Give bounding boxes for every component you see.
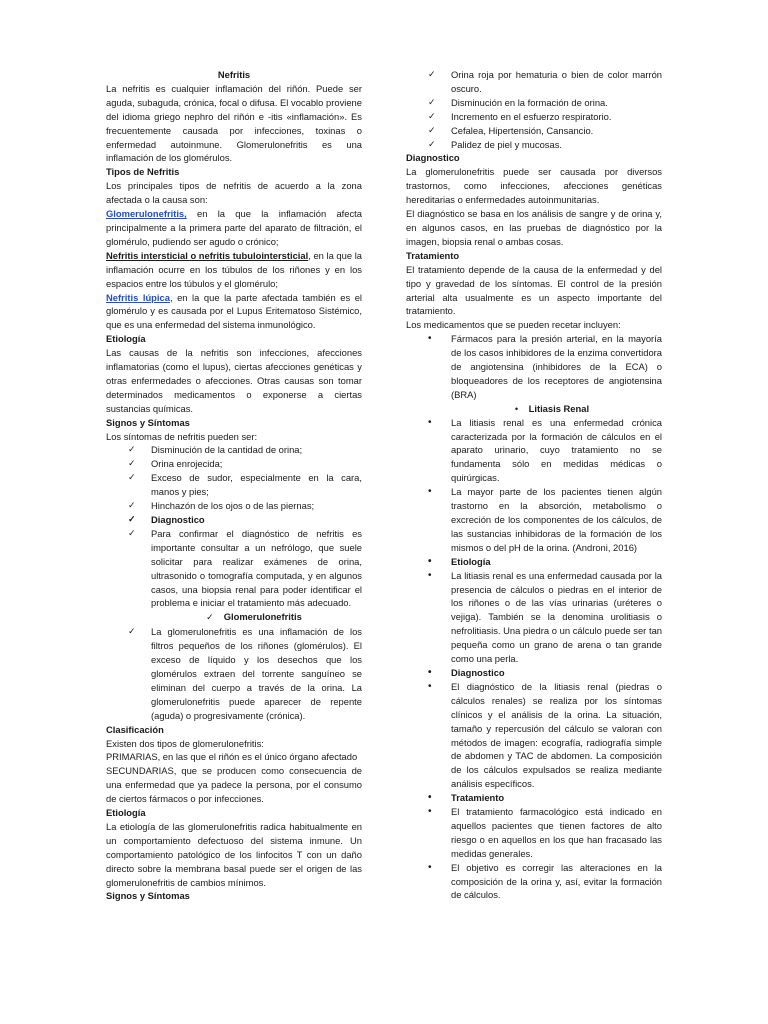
list-item: ✓ Exceso de sudor, especialmente en la cara, manos y pies;: [128, 472, 362, 498]
checkmark-icon: ✓: [128, 458, 136, 469]
list-item: • La litiasis renal es una enfermedad crónica caracterizada por la formación de cálculos en el aparato urinario, cuyo tratamiento no se fundamenta sólo en medidas médicas o quirúrgicas.: [428, 416, 662, 484]
checkmark-icon: ✓: [206, 612, 224, 623]
etiologia-paragraph: Las causas de la nefritis son infecciones, afecciones inflamatorias (como el lupus), ciertas afecciones genéticas y otras enfermedades o afecciones. Otras causas son tomar determinados medicamentos o exponerse a ciertas sustancias químicas.: [106, 347, 362, 414]
nefritis-lupica-link[interactable]: Nefritis lúpica: [106, 291, 170, 303]
list-item: ✓ Orina enrojecida;: [128, 458, 223, 470]
bullet-icon: •: [428, 666, 432, 678]
list-item: ✓ Disminución de la cantidad de orina;: [128, 444, 303, 456]
clasificacion-intro: Existen dos tipos de glomerulonefritis:: [106, 737, 264, 749]
list-item-tratamiento: • Tratamiento: [428, 792, 505, 804]
list-item: ✓ Hinchazón de los ojos o de las piernas;: [128, 500, 315, 512]
list-item: ✓ Incremento en el esfuerzo respiratorio.: [428, 110, 612, 122]
bullet-icon: •: [428, 569, 432, 581]
bullet-icon: •: [514, 402, 529, 414]
checkmark-icon: ✓: [128, 500, 136, 511]
bullet-icon: •: [428, 486, 432, 498]
tipo-lupica: [106, 291, 362, 333]
heading-glomerulonefritis: ✓ Glomerulonefritis: [206, 611, 302, 623]
list-item: • Fármacos para la presión arterial, en la mayoría de los casos inhibidores de la enzima convertidora de angiotensina (inhibidores de la ECA) o bloqueadores de los receptores de angiotensina (BRA): [428, 333, 662, 400]
heading-diagnostico: Diagnostico: [406, 152, 460, 164]
checkmark-icon: ✓: [128, 527, 136, 538]
intro-paragraph: La nefritis es cualquier inflamación del riñón. Puede ser aguda, subaguda, crónica, focal o difusa. El vocablo proviene del idioma griego nephro del riñón e -itis «inflamación». Es frecuentemente causada por infecciones, toxinas o enfermedad autoinmune. Glomerulonefritis es una inflamación de los glomérulos.: [106, 82, 362, 164]
checkmark-icon: ✓: [428, 69, 436, 79]
list-item-diagnostico-text: ✓ Para confirmar el diagnóstico de nefritis es importante consultar a un nefrólogo, que suele solicitar para realizar exámenes de orina, ultrasonido o tomografía computada, y en algunos casos, una biopsia renal para poder identificar el problema e iniciar el tratamiento más adecuado.: [128, 527, 362, 609]
list-item: • El tratamiento farmacológico está indicado en aquellos pacientes que tienen factores de alto riesgo o en aquellos en los que han fracasado las medidas generales.: [428, 806, 662, 859]
bullet-icon: •: [428, 680, 432, 692]
tipo3-text: , en la que la parte afectada también es el glomérulo y es causada por el Lupus Eritematoso Sistémico, que es una enfermedad del sistema inmunológico.: [106, 291, 362, 331]
bullet-icon: •: [428, 806, 432, 818]
list-item: • El objetivo es corregir las alteraciones en la composición de la orina y, así, evitar la formación de cálculos.: [428, 861, 662, 901]
heading-clasificacion: Clasificación: [106, 723, 164, 735]
signos-intro: Los síntomas de nefritis pueden ser:: [106, 430, 258, 442]
diagnostico-paragraph-2: El diagnóstico se basa en los análisis de sangre y de orina y, en algunos casos, en las pruebas de diagnóstico por la imagen, biopsia renal o ambas cosas.: [406, 208, 662, 247]
clasificacion-primarias: PRIMARIAS, en las que el riñón es el único órgano afectado: [106, 751, 358, 763]
heading-tratamiento: Tratamiento: [406, 249, 460, 261]
bullet-icon: •: [428, 792, 432, 804]
list-item-diagnostico: • Diagnostico: [428, 666, 505, 678]
heading-signos: Signos y Síntomas: [106, 416, 190, 428]
checkmark-icon: ✓: [428, 138, 436, 149]
clasificacion-secundarias: SECUNDARIAS, que se producen como consecuencia de una enfermedad que ya padece la persona, por el consumo de ciertos fármacos o por infecciones.: [106, 765, 362, 805]
list-item: ✓ Cefalea, Hipertensión, Cansancio.: [428, 124, 594, 136]
heading-etiologia-2: Etiología: [106, 807, 146, 819]
list-item: • El diagnóstico de la litiasis renal (piedras o cálculos renales) se realiza por los síntomas clínicos y el análisis de la orina. La situación, tamaño y repercusión del cálculo se valoran con métodos de imagen: ecografía, radiografía simple de abdomen y TAC de abdomen. La composición de los cálculos expulsados se realiza mediante análisis específicos.: [428, 680, 662, 790]
list-item: ✓ Disminución en la formación de orina.: [428, 96, 608, 108]
list-item-diagnostico: ✓ Diagnostico: [128, 514, 205, 525]
tipo2-text: , en la que la inflamación ocurre en los túbulos de los riñones y en los espacios entre los túbulos y el glomérulo;: [106, 249, 362, 289]
tratamiento-paragraph: El tratamiento depende de la causa de la enfermedad y del tipo y gravedad de los síntomas. El control de la presión arterial alta usualmente es un aspecto importante del tratamiento.: [406, 263, 662, 317]
right-column: [406, 68, 662, 902]
checkmark-icon: ✓: [128, 626, 136, 637]
tipo1-text: en la que la inflamación afecta principalmente a la primera parte del aparato de filtración, el glomérulo, pudiendo ser agudo o crónico;: [106, 208, 362, 247]
glomerulonefritis-link[interactable]: Glomerulonefritis,: [106, 208, 187, 220]
list-item: • La litiasis renal es una enfermedad causada por la presencia de cálculos o piedras en el interior de los riñones o de las vías urinarias (uréteres o vejiga). También se la denomina urolitiasis o nefrolitiasis. Una piedra o un cálculo puede ser tan pequeña como un grano de arena o tan grande como una perla.: [428, 569, 662, 665]
list-item-etiologia: • Etiología: [428, 555, 491, 567]
checkmark-icon: ✓: [128, 514, 136, 524]
list-item: ✓ Orina roja por hematuria o bien de color marrón oscuro.: [428, 69, 662, 94]
bullet-icon: •: [428, 555, 432, 567]
checkmark-icon: ✓: [128, 444, 136, 455]
bullet-icon: •: [428, 861, 432, 873]
heading-signos-2: Signos y Síntomas: [106, 890, 190, 902]
bullet-icon: •: [428, 333, 432, 345]
intersticial-term: Nefritis intersticial o nefritis tubulointersticial: [106, 249, 309, 261]
doc-title: Nefritis: [217, 69, 251, 80]
checkmark-icon: ✓: [128, 472, 136, 483]
heading-etiologia: Etiología: [106, 333, 146, 345]
bullet-icon: •: [428, 416, 432, 428]
tipo-intersticial: [106, 249, 362, 291]
list-item: ✓ Palidez de piel y mucosas.: [428, 138, 562, 150]
heading-litiasis: • Litiasis Renal: [514, 402, 590, 414]
left-column: [106, 68, 362, 903]
tipos-intro: Los principales tipos de nefritis de acuerdo a la zona afectada o la causa son:: [106, 180, 362, 206]
list-item: • La mayor parte de los pacientes tienen algún trastorno en la absorción, metabolismo o excreción de los componentes de los cálculos, de las sustancias inhibidoras de la formación de los mismos o del pH de la orina. (Androni, 2016): [428, 486, 662, 553]
heading-tipos: Tipos de Nefritis: [106, 166, 180, 178]
diagnostico-paragraph-1: La glomerulonefritis puede ser causada por diversos trastornos, como infecciones, afecciones genéticas hereditarias o enfermedades autoinmunitarias.: [406, 166, 662, 206]
checkmark-icon: ✓: [428, 96, 436, 107]
medicamentos-intro: Los medicamentos que se pueden recetar incluyen:: [406, 319, 621, 331]
checkmark-icon: ✓: [428, 124, 436, 135]
tipo-glomerulonefritis: [106, 207, 362, 249]
checkmark-icon: ✓: [428, 110, 436, 121]
list-item-glomerulonefritis: ✓ La glomerulonefritis es una inflamación de los filtros pequeños de los riñones (glomérulos). El exceso de líquido y los desechos que los glomérulos extraen del torrente sanguíneo se eliminan del cuerpo a través de la orina. La glomerulonefritis puede aparecer de repente (aguda) o progresivamente (crónica).: [128, 626, 362, 721]
etiologia-2-paragraph: La etiología de las glomerulonefritis radica habitualmente en un comportamiento defectuoso del sistema inmune. Un comportamiento patológico de los linfocitos T con un daño directo sobre la membrana basal puede ser el origen de las glomerulonefritis de cambios mínimos.: [106, 820, 362, 888]
